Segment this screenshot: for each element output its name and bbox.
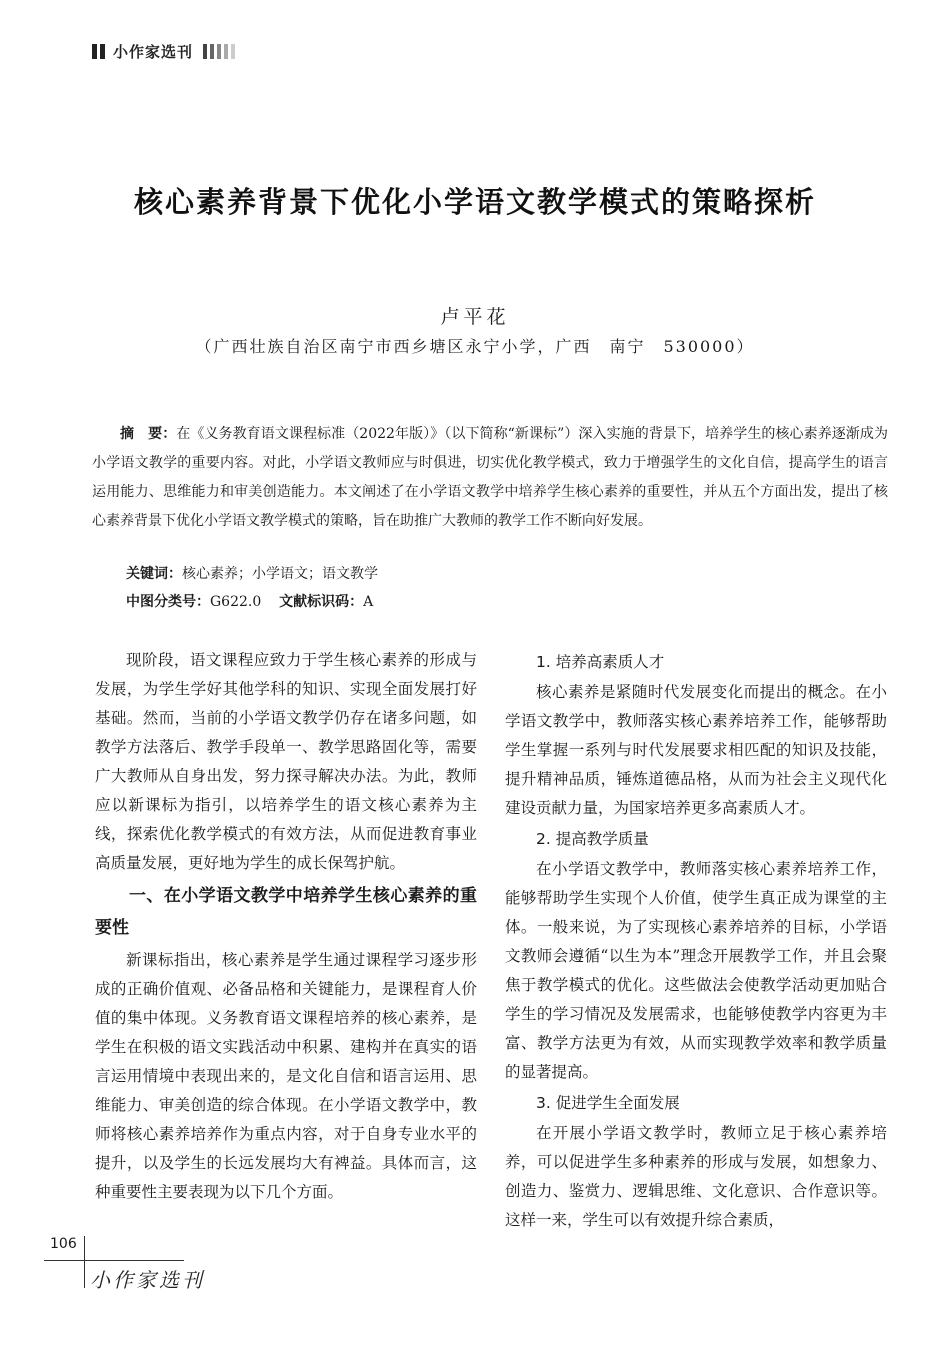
body-column-right [505,646,887,1235]
subsection-3-paragraph: 在开展小学语文教学时，教师立足于核心素养培养，可以促进学生多种素养的形成与发展，如想象力、创造力、鉴赏力、逻辑思维、文化意识、合作意识等。这样一来，学生可以有效提升综合素质， [505,1124,887,1229]
header-bar [203,44,207,59]
keywords [126,561,378,587]
subsection-2-paragraph: 在小学语文教学中，教师落实核心素养培养工作，能够帮助学生实现个人价值，使学生真正成为课堂的主体。一般来说，为了实现核心素养培养的目标，小学语文教师会遵循“以生为本”理念开展教学工作，并且会聚焦于教学模式的优化。这些做法会使教学活动更加贴合学生的学习情况及发展需求，也能够使教学内容更为丰富、教学方法更为有效，从而实现教学效率和教学质量的显著提高。 [505,860,887,1081]
journal-logo: 小作家选刊 [90,1268,205,1292]
journal-name: 小作家选刊 [113,42,194,61]
header-bar [224,44,228,59]
header-bars-left [92,44,105,59]
abstract [92,420,888,536]
section-1-heading: 一、在小学语文教学中培养学生核心素养的重要性 [95,886,477,938]
subsection-1-paragraph: 核心素养是紧随时代发展变化而提出的概念。在小学语文教学中，教师落实核心素养培养工作，能够帮助学生掌握一系列与时代发展要求相匹配的知识及技能，提升精神品质，锤炼道德品格，从而为社会主义现代化建设贡献力量，为国家培养更多高素质人才。 [505,683,887,817]
abstract-text: 在《义务教育语文课程标准（2022年版）》（以下简称“新课标”）深入实施的背景下，培养学生的核心素养逐渐成为小学语文教学的重要内容。对此，小学语文教师应与时俱进，切实优化教学模式，致力于增强学生的文化自信，提高学生的语言运用能力、思维能力和审美创造能力。本文阐述了在小学语文教学中培养学生核心素养的重要性，并从五个方面出发，提出了核心素养背景下优化小学语文教学模式的策略，旨在助推广大教师的教学工作不断向好发展。 [92,426,889,529]
page-number: 106 [50,1236,77,1252]
classification [126,589,373,615]
header-bars-right [203,44,235,59]
abstract-label: 摘 要： [120,426,177,442]
header-bar [217,44,221,59]
keywords-text: 核心素养；小学语文；语文教学 [182,566,378,582]
header-bar [210,44,214,59]
journal-header [92,40,235,62]
doc-code-value: A [363,594,374,610]
subsection-2-heading: 2. 提高教学质量 [536,830,649,848]
footer-vertical-rule [84,1236,85,1288]
intro-paragraph: 现阶段，语文课程应致力于学生核心素养的形成与发展，为学生学好其他学科的知识、实现全面发展打好基础。然而，当前的小学语文教学仍存在诸多问题，如教学方法落后、教学手段单一、教学思路固化等，需要广大教师从自身出发，努力探寻解决办法。为此，教师应以新课标为指引，以培养学生的语文核心素养为主线，探索优化教学模式的有效方法，从而促进教育事业高质量发展，更好地为学生的成长保驾护航。 [95,651,477,872]
body-column-left [95,646,477,1207]
clc-value: G622.0 [210,594,262,610]
header-bar [231,44,235,59]
doc-code-label: 文献标识码： [279,594,364,610]
subsection-3-heading: 3. 促进学生全面发展 [536,1094,680,1112]
author-affiliation: （广西壮族自治区南宁市西乡塘区永宁小学，广西 南宁 530000） [195,337,755,356]
section-1-paragraph: 新课标指出，核心素养是学生通过课程学习逐步形成的正确价值观、必备品格和关键能力，是课程育人价值的集中体现。义务教育语文课程培养的核心素养，是学生在积极的语文实践活动中积累、建构并在真实的语言运用情境中表现出来的，是文化自信和语言运用、思维能力、审美创造的综合体现。在小学语文教学中，教师将核心素养培养作为重点内容，对于自身专业水平的提升，以及学生的长远发展均大有裨益。具体而言，这种重要性主要表现为以下几个方面。 [95,951,477,1201]
author-name: 卢平花 [440,306,510,328]
footer-rule [44,1260,184,1261]
article-title: 核心素养背景下优化小学语文教学模式的策略探析 [133,185,816,219]
subsection-1-heading: 1. 培养高素质人才 [536,653,665,671]
keywords-label: 关键词： [126,566,182,582]
clc-label: 中图分类号： [126,594,210,610]
